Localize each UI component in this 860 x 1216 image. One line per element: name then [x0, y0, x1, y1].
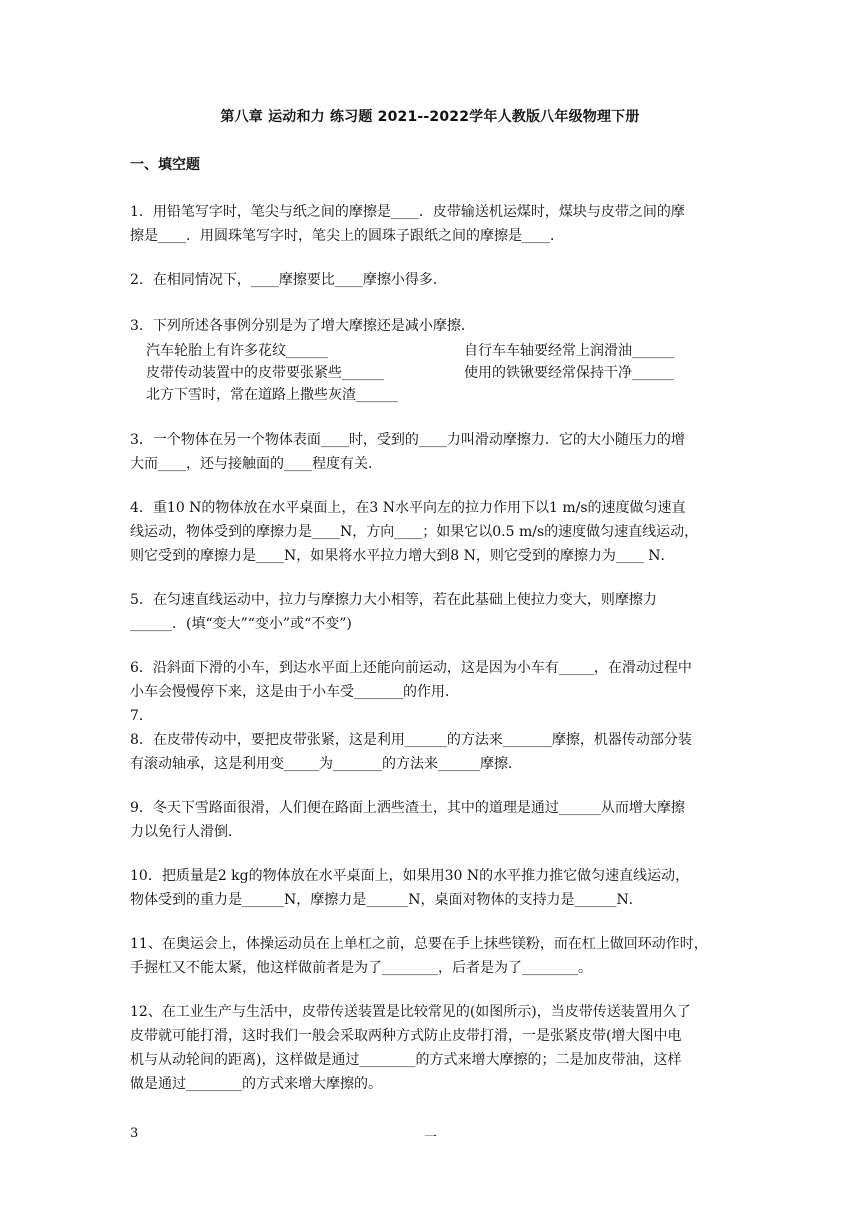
question-line: 6．沿斜面下滑的小车，到达水平面上还能向前运动，这是因为小车有_____，在滑动过程中 — [130, 660, 692, 676]
question-line: 力以免行人滑倒． — [130, 824, 242, 840]
question-line: 12、在工业生产与生活中，皮带传送装置是比较常见的(如图所示)，当皮带传送装置用久了 — [130, 1004, 691, 1020]
question-line: 4．重10 N的物体放在水平桌面上，在3 N水平向左的拉力作用下以1 m/s的速度做匀速直 — [130, 500, 686, 516]
question-line: 11、在奥运会上，体操运动员在上单杠之前，总要在手上抹些镁粉，而在杠上做回环动作时， — [130, 936, 708, 952]
question-line: 物体受到的重力是______N，摩擦力是______N，桌面对物体的支持力是______N． — [130, 892, 643, 908]
question-1 — [130, 200, 736, 248]
question-line: 小车会慢慢停下来，这是由于小车受_______的作用． — [130, 684, 459, 700]
question-2 — [130, 268, 736, 292]
question-line: 7． — [130, 708, 153, 724]
question-line: 大而____，还与接触面的____程度有关． — [130, 456, 382, 472]
question-line: ______．(填“变大”“变小”或“不变”) — [130, 616, 352, 632]
question-8 — [130, 728, 736, 776]
question-line: 8．在皮带传动中，要把皮带张紧，这是利用______的方法来_______摩擦，机器传动部分装 — [130, 732, 692, 748]
question-line: 1．用铅笔写字时，笔尖与纸之间的摩擦是____．皮带输送机运煤时，煤块与皮带之间的摩 — [130, 204, 685, 220]
question-10 — [130, 864, 736, 912]
question-9 — [130, 796, 736, 844]
sub-item: 汽车轮胎上有许多花纹______ — [146, 343, 328, 359]
question-6 — [130, 656, 736, 728]
question-3a — [130, 314, 736, 338]
section-heading: 一、填空题 — [130, 157, 200, 173]
question-stem: 3．下列所述各事例分别是为了增大摩擦还是减小摩擦． — [130, 318, 475, 334]
footer-mark: 一 — [424, 1130, 438, 1145]
question-3b — [130, 428, 736, 476]
question-line: 10．把质量是2 kg的物体放在水平桌面上，如果用30 N的水平推力推它做匀速直线运动， — [130, 868, 690, 884]
question-line: 机与从动轮间的距离)，这样做是通过________的方式来增大摩擦的；二是加皮带油，这样 — [130, 1052, 682, 1068]
question-line: 皮带就可能打滑，这时我们一般会采取两种方式防止皮带打滑，一是张紧皮带(增大图中电 — [130, 1028, 682, 1044]
question-line: 手握杠又不能太紧，他这样做前者是为了________，后者是为了________。 — [130, 960, 592, 976]
question-line: 擦是____．用圆珠笔写字时，笔尖上的圆珠子跟纸之间的摩擦是____． — [130, 228, 564, 244]
page-number: 3 — [130, 1126, 139, 1141]
question-line: 5．在匀速直线运动中，拉力与摩擦力大小相等，若在此基础上使拉力变大，则摩擦力 — [130, 592, 657, 608]
sub-item: 皮带传动装置中的皮带要张紧些______ — [146, 365, 384, 381]
sub-item: 自行车车轴要经常上润滑油______ — [464, 343, 674, 359]
sub-item: 北方下雪时，常在道路上撒些灰渣______ — [146, 387, 398, 403]
question-line: 则它受到的摩擦力是____N，如果将水平拉力增大到8 N，则它受到的摩擦力为____ N． — [130, 548, 675, 564]
question-5 — [130, 588, 736, 636]
question-line: 9．冬天下雪路面很滑，人们便在路面上洒些渣土，其中的道理是通过______从而增大摩擦 — [130, 800, 685, 816]
page-title: 第八章 运动和力 练习题 2021--2022学年人教版八年级物理下册 — [220, 109, 640, 125]
question-11 — [130, 932, 736, 980]
question-line: 有滚动轴承，这是利用变_____为_______的方法来______摩擦． — [130, 756, 522, 772]
question-4 — [130, 496, 736, 568]
sub-item: 使用的铁锹要经常保持干净______ — [464, 365, 674, 381]
question-line: 2．在相同情况下，____摩擦要比____摩擦小得多． — [130, 272, 447, 288]
question-line: 3．一个物体在另一个物体表面____时，受到的____力叫滑动摩擦力．它的大小随压力的增 — [130, 432, 685, 448]
question-line: 做是通过________的方式来增大摩擦的。 — [130, 1076, 382, 1092]
question-line: 线运动，物体受到的摩擦力是____N，方向____；如果它以0.5 m/s的速度做匀速直线运动， — [130, 524, 699, 540]
question-12 — [130, 1000, 736, 1096]
